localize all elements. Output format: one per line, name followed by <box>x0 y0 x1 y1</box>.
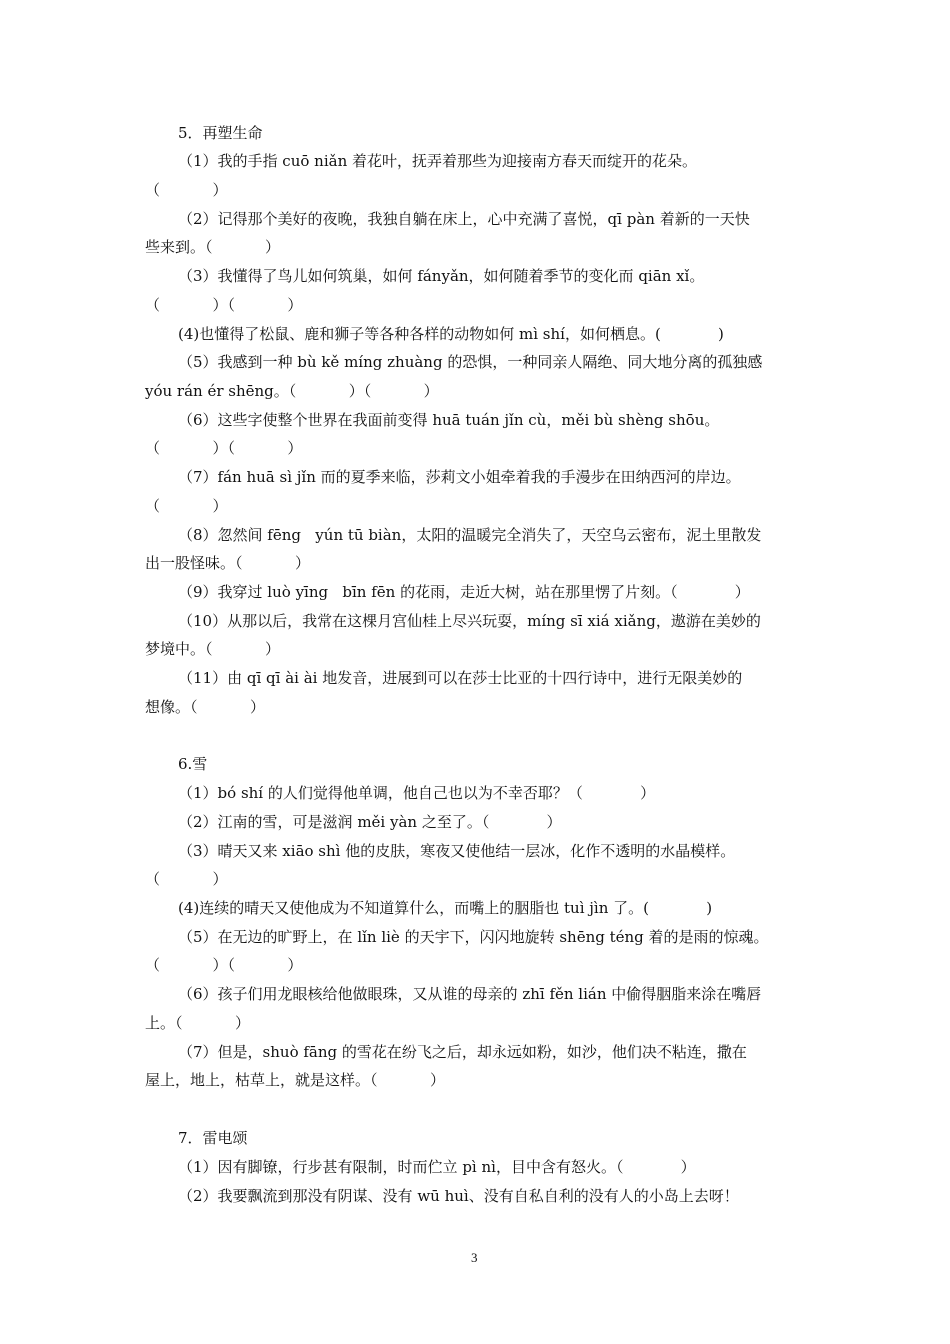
exercise-line: （11）由 qī qī ài ài 地发音，进展到可以在莎士比亚的十四行诗中，进行无限美妙的 <box>178 669 743 687</box>
exercise-line: （8）忽然间 fēng yún tū biàn，太阳的温暖完全消失了，天空乌云密布，泥土里散发 <box>178 526 762 544</box>
answer-blank: （ ）（ ） <box>145 296 303 314</box>
exercise-line: 上。（ ） <box>145 1014 250 1032</box>
exercise-line: （2）我要飘流到那没有阴谋、没有 wū huì、没有自私自利的没有人的小岛上去呀！ <box>178 1187 739 1205</box>
exercise-line: （1）因有脚镣，行步甚有限制，时而伫立 pì nì，目中含有怒火。（ ） <box>178 1158 696 1176</box>
exercise-line: 出一股怪味。（ ） <box>145 554 310 572</box>
page-number: 3 <box>471 1250 478 1265</box>
exercise-line: （5）我感到一种 bù kě míng zhuàng 的恐惧，一种同亲人隔绝、同大地分离的孤独感 <box>178 353 763 371</box>
exercise-line: yóu rán ér shēng。（ ）（ ） <box>145 382 439 400</box>
answer-blank: （ ）（ ） <box>145 439 303 457</box>
answer-blank: （ ） <box>145 497 228 515</box>
exercise-line: （1）bó shí 的人们觉得他单调，他自己也以为不幸否耶？（ ） <box>178 784 656 802</box>
exercise-line: (4)连续的晴天又使他成为不知道算什么，而嘴上的胭脂也 tuì jìn 了。( ) <box>178 899 713 917</box>
exercise-line: （3）我懂得了鸟儿如何筑巢，如何 fányǎn，如何随着季节的变化而 qiān xǐ。 <box>178 267 705 285</box>
section-title: 5．再塑生命 <box>178 124 263 142</box>
answer-blank: （ ） <box>145 181 228 199</box>
exercise-line: （1）我的手指 cuō niǎn 着花叶，抚弄着那些为迎接南方春天而绽开的花朵。 <box>178 152 698 170</box>
exercise-line: （5）在无边的旷野上，在 lǐn liè 的天宇下，闪闪地旋转 shēng téng 着的是雨的惊魂。 <box>178 928 769 946</box>
section-title: 7．雷电颂 <box>178 1129 248 1147</box>
answer-blank: （ ） <box>145 870 228 888</box>
exercise-line: （10）从那以后，我常在这棵月宫仙桂上尽兴玩耍，míng sī xiá xiǎng，遨游在美妙的 <box>178 612 761 630</box>
exercise-line: (4)也懂得了松鼠、鹿和狮子等各种各样的动物如何 mì shí，如何栖息。( ) <box>178 325 724 343</box>
exercise-line: （9）我穿过 luò yīng bīn fēn 的花雨，走近大树，站在那里愣了片刻。（ ） <box>178 583 750 601</box>
exercise-line: （6）这些字使整个世界在我面前变得 huā tuán jǐn cù，měi bù shèng shōu。 <box>178 411 720 429</box>
exercise-line: （6）孩子们用龙眼核给他做眼珠，又从谁的母亲的 zhī fěn lián 中偷得胭脂来涂在嘴唇 <box>178 985 762 1003</box>
answer-blank: （ ）（ ） <box>145 956 303 974</box>
exercise-line: （7）但是，shuò fāng 的雪花在纷飞之后，却永远如粉，如沙，他们决不粘连，撒在 <box>178 1043 747 1061</box>
exercise-line: 些来到。（ ） <box>145 238 280 256</box>
exercise-line: （2）记得那个美好的夜晚，我独自躺在床上，心中充满了喜悦，qī pàn 着新的一天快 <box>178 210 750 228</box>
exercise-line: 梦境中。（ ） <box>145 640 280 658</box>
exercise-line: 屋上，地上，枯草上，就是这样。（ ） <box>145 1071 445 1089</box>
exercise-line: （7）fán huā sì jǐn 而的夏季来临，莎莉文小姐牵着我的手漫步在田纳西河的岸边。 <box>178 468 741 486</box>
exercise-line: （3）晴天又来 xiāo shì 他的皮肤，寒夜又使他结一层冰，化作不透明的水晶模样。 <box>178 842 736 860</box>
section-title: 6.雪 <box>178 755 208 773</box>
exercise-line: 想像。（ ） <box>145 698 265 716</box>
exercise-line: （2）江南的雪，可是滋润 měi yàn 之至了。（ ） <box>178 813 562 831</box>
